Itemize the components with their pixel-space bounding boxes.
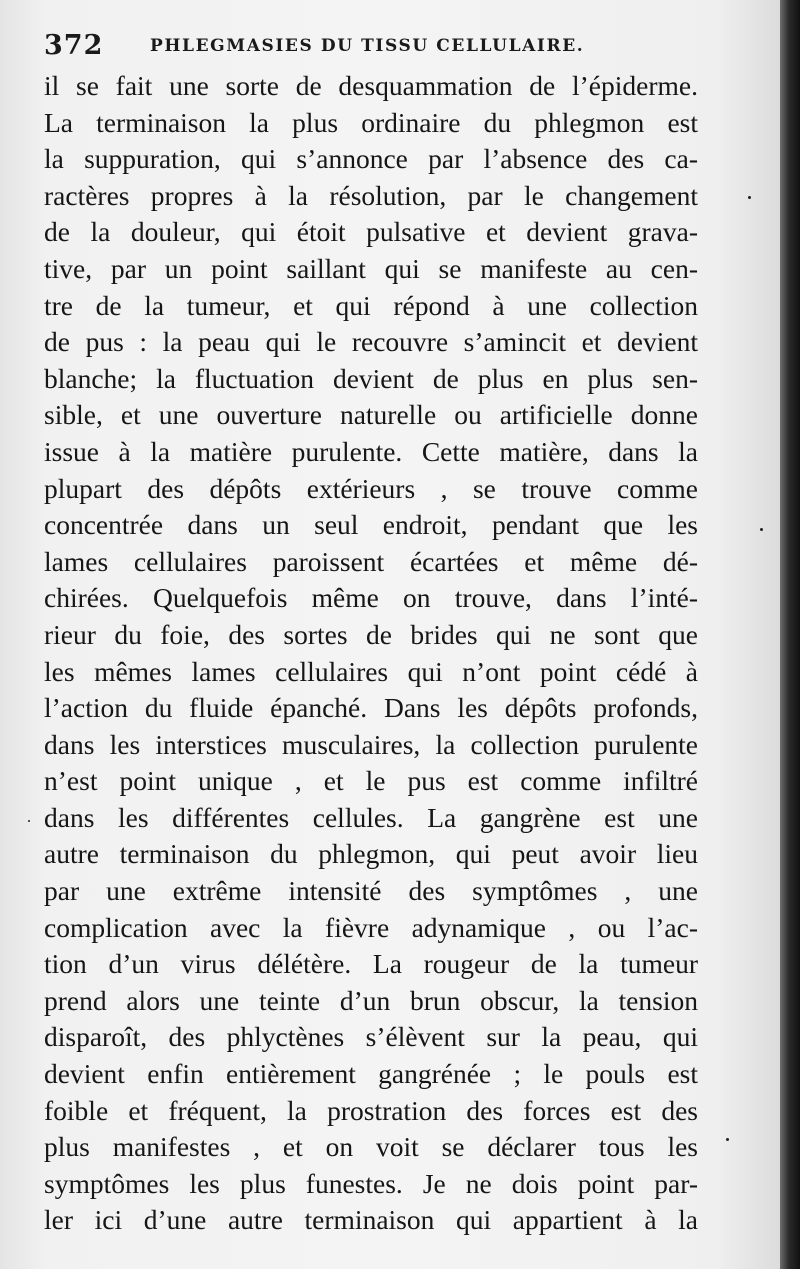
page-gutter-shadow (780, 0, 800, 1269)
text-line: concentrée dans un seul endroit, pendant que les (44, 509, 698, 541)
text-line: prend alors une teinte d’un brun obscur, la tension (44, 984, 698, 1016)
text-line: de pus : la peau qui le recouvre s’amincit et devient (44, 326, 698, 358)
text-line: foible et fréquent, la prostration des forces est des (44, 1094, 698, 1126)
text-line: devient enfin entièrement gangrénée ; le pouls est (44, 1058, 698, 1090)
ink-speck (760, 528, 763, 531)
text-line: tre de la tumeur, et qui répond à une collection (44, 289, 698, 321)
page-number: 372 (44, 30, 104, 61)
text-line: lames cellulaires paroissent écartées et même dé- (44, 545, 698, 577)
text-line: plus manifestes , et on voit se déclarer tous les (44, 1131, 698, 1163)
text-line: rieur du foie, des sortes de brides qui ne sont que (44, 618, 698, 650)
text-line: de la douleur, qui étoit pulsative et devient grava- (44, 216, 698, 248)
text-line: sible, et une ouverture naturelle ou artificielle donne (44, 399, 698, 431)
text-line: il se fait une sorte de desquammation de l’épiderme. (44, 70, 698, 101)
ink-speck (726, 1138, 729, 1141)
text-line: tion d’un virus délétère. La rougeur de la tumeur (44, 948, 698, 980)
text-line: dans les différentes cellules. La gangrène est une (44, 801, 698, 833)
text-line: ractères propres à la résolution, par le changement (44, 179, 698, 211)
text-line: symptômes les plus funestes. Je ne dois point par- (44, 1167, 698, 1199)
ink-speck (748, 196, 751, 199)
text-line: ler ici d’une autre terminaison qui appartient à la (44, 1204, 698, 1236)
ink-speck (28, 820, 30, 822)
text-line: complication avec la fièvre adynamique , ou l’ac- (44, 911, 698, 943)
text-line: les mêmes lames cellulaires qui n’ont point cédé à (44, 655, 698, 687)
text-line: issue à la matière purulente. Cette matière, dans la (44, 435, 698, 467)
text-line: disparoît, des phlyctènes s’élèvent sur la peau, qui (44, 1021, 698, 1053)
text-line: n’est point unique , et le pus est comme infiltré (44, 765, 698, 797)
text-line: la suppuration, qui s’annonce par l’absence des ca- (44, 143, 698, 175)
text-line: l’action du fluide épanché. Dans les dépôts profonds, (44, 692, 698, 724)
text-line: tive, par un point saillant qui se manifeste au cen- (44, 252, 698, 284)
text-line: plupart des dépôts extérieurs , se trouve comme (44, 472, 698, 504)
text-line: blanche; la fluctuation devient de plus en plus sen- (44, 362, 698, 394)
running-head (44, 30, 744, 60)
text-line: chirées. Quelquefois même on trouve, dans l’inté- (44, 582, 698, 614)
text-line: par une extrême intensité des symptômes , une (44, 875, 698, 907)
text-line: autre terminaison du phlegmon, qui peut avoir lieu (44, 838, 698, 870)
text-line: La terminaison la plus ordinaire du phlegmon est (44, 106, 698, 138)
text-line: dans les interstices musculaires, la collection purulente (44, 728, 698, 760)
running-title: PHLEGMASIES DU TISSU CELLULAIRE. (150, 36, 585, 56)
body-text (44, 68, 698, 1239)
